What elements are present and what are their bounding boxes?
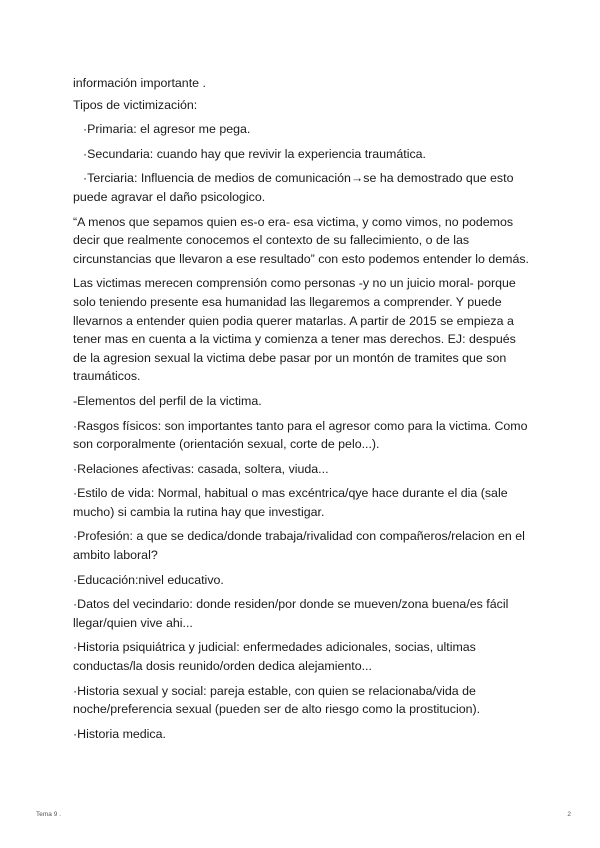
paragraph: ·Primaria: el agresor me pega.	[83, 122, 251, 137]
footer-title: Tema 9 .	[36, 811, 61, 818]
paragraph: ·Rasgos físicos: son importantes tanto para el agresor como para la victima. Como son corporalmente (orientación sexual, corte de pelo...).	[73, 418, 528, 452]
document-body	[73, 74, 533, 749]
paragraph: ·Historia psiquiátrica y judicial: enfermedades adicionales, socias, ultimas conductas/la dosis reunido/orden dedica alejamiento...	[73, 640, 476, 674]
paragraph: ·Historia sexual y social: pareja estable, con quien se relacionaba/vida de noche/preferencia sexual (pueden ser de alto riesgo como la prostitucion).	[73, 683, 481, 717]
paragraph: ·Educación:nivel educativo.	[73, 572, 224, 587]
paragraph: ·Historia medica.	[73, 726, 166, 741]
page-number: 2	[567, 811, 571, 818]
paragraph: ·Estilo de vida: Normal, habitual o mas excéntrica/qye hace durante el dia (sale mucho) si cambia la rutina hay que investigar.	[73, 486, 508, 519]
paragraph: ·Secundaria: cuando hay que revivir la experiencia traumática.	[83, 146, 426, 161]
paragraph: ·Profesión: a que se dedica/donde trabaja/rivalidad con compañeros/relacion en el ambito laboral?	[73, 529, 525, 563]
paragraph: ·Datos del vecindario: donde residen/por donde se mueven/zona buena/es fácil llegar/quien vive ahi...	[73, 597, 509, 630]
paragraph: información importante .	[73, 76, 206, 90]
paragraph: Tipos de victimización:	[73, 97, 198, 112]
paragraph: “A menos que sepamos quien es-o era- esa victima, y como vimos, no podemos decir que realmente conocemos el contexto de su fallecimiento, o de las circunstancias que llevaron a ese resultado” con esto podemos entender lo demás.	[73, 214, 529, 266]
paragraph-text: ·Terciaria: Influencia de medios de comunicación→se ha demostrado que esto puede agravar el daño psicologico.	[73, 171, 514, 204]
paragraph	[73, 169, 533, 206]
paragraph: Las victimas merecen comprensión como personas -y no un juicio moral- porque solo teniendo presente esa humanidad las llegaremos a comprender. Y puede llevarnos a entender quien podia querer matarlas. A partir de 2015 se empieza a tener mas en cuenta a la victima y comienza a tener mas derechos. EJ: después de la agresion sexual la victima debe pasar por un montón de tramites que son traumáticos.	[73, 276, 516, 384]
paragraph: ·Relaciones afectivas: casada, soltera, viuda...	[73, 461, 329, 476]
paragraph: -Elementos del perfil de la victima.	[73, 393, 262, 408]
